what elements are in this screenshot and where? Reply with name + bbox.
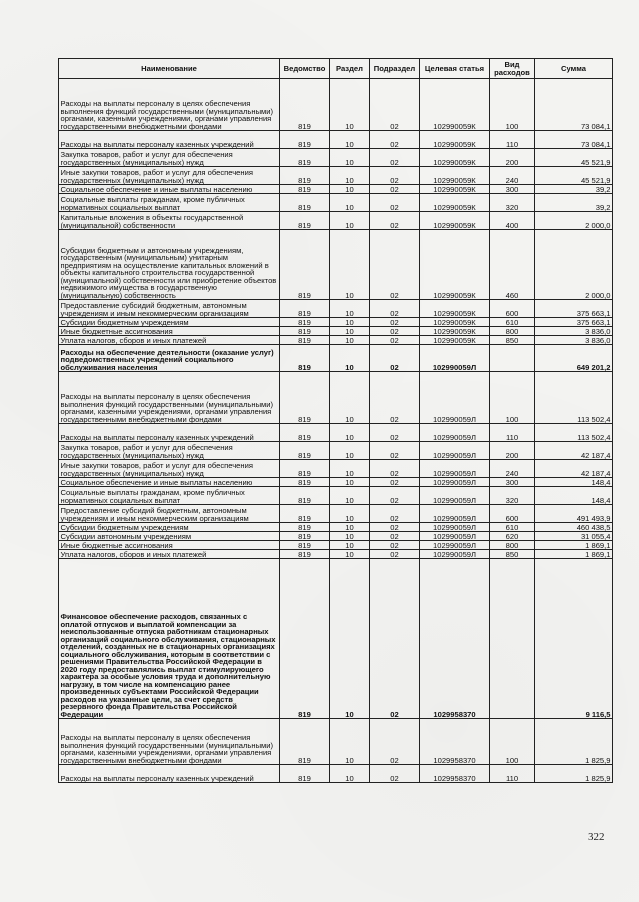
cell-summa: 2 000,0 (535, 212, 613, 230)
cell-vid-raskhodov: 610 (490, 523, 535, 532)
cell-vid-raskhodov: 240 (490, 460, 535, 478)
cell-vid-raskhodov: 850 (490, 550, 535, 559)
cell-razdel: 10 (330, 300, 370, 318)
cell-vedomstvo: 819 (280, 185, 330, 194)
cell-tselevaya-statya: 102990059К (420, 327, 490, 336)
cell-summa: 3 836,0 (535, 327, 613, 336)
cell-summa: 1 825,9 (535, 765, 613, 783)
cell-summa: 148,4 (535, 487, 613, 505)
cell-vid-raskhodov: 800 (490, 327, 535, 336)
cell-vid-raskhodov (490, 559, 535, 719)
cell-name: Уплата налогов, сборов и иных платежей (59, 550, 280, 559)
table-row (59, 460, 613, 478)
cell-tselevaya-statya: 102990059Л (420, 505, 490, 523)
cell-name: Социальное обеспечение и иные выплаты населению (59, 185, 280, 194)
cell-vid-raskhodov: 100 (490, 79, 535, 131)
cell-razdel: 10 (330, 185, 370, 194)
cell-vedomstvo: 819 (280, 318, 330, 327)
cell-vid-raskhodov: 600 (490, 505, 535, 523)
table-header-row (59, 59, 613, 79)
cell-vid-raskhodov: 110 (490, 131, 535, 149)
cell-vedomstvo: 819 (280, 460, 330, 478)
cell-name: Капитальные вложения в объекты государственной (муниципальной) собственности (59, 212, 280, 230)
cell-name: Предоставление субсидий бюджетным, автономным учреждениям и иным некоммерческим организациям (59, 300, 280, 318)
table-row (59, 345, 613, 372)
cell-name: Финансовое обеспечение расходов, связанных с оплатой отпусков и выплатой компенсации за неиспользованные отпуска работникам стационарных организаций социального обслуживания, стационарных отделений, созданных не в стационарных организациях социального обслуживания, которым в соответствии с решениями Правительства Российской Федерации в 2020 году предоставлялись выплат стимулирующего характера за особые условия труда и дополнительную нагрузку, в том числе на компенсацию ранее произведенных субъектами Российской Федерации расходов на указанные цели, за счет средств резервного фонда Правительства Российской Федерации (59, 559, 280, 719)
cell-vid-raskhodov: 110 (490, 765, 535, 783)
cell-vid-raskhodov: 300 (490, 185, 535, 194)
cell-vedomstvo: 819 (280, 559, 330, 719)
header-razdel: Раздел (330, 59, 370, 79)
cell-vid-raskhodov: 800 (490, 541, 535, 550)
cell-tselevaya-statya: 102990059Л (420, 550, 490, 559)
cell-vedomstvo: 819 (280, 194, 330, 212)
cell-vedomstvo: 819 (280, 505, 330, 523)
cell-razdel: 10 (330, 719, 370, 765)
cell-razdel: 10 (330, 336, 370, 345)
cell-tselevaya-statya: 1029958370 (420, 765, 490, 783)
cell-tselevaya-statya: 102990059Л (420, 424, 490, 442)
cell-tselevaya-statya: 102990059К (420, 149, 490, 167)
cell-tselevaya-statya: 102990059Л (420, 460, 490, 478)
cell-vid-raskhodov: 100 (490, 719, 535, 765)
cell-tselevaya-statya: 102990059К (420, 300, 490, 318)
cell-vedomstvo: 819 (280, 487, 330, 505)
cell-podrazdel: 02 (370, 79, 420, 131)
cell-podrazdel: 02 (370, 532, 420, 541)
cell-name: Предоставление субсидий бюджетным, автономным учреждениям и иным некоммерческим организациям (59, 505, 280, 523)
cell-razdel: 10 (330, 131, 370, 149)
cell-vedomstvo: 819 (280, 336, 330, 345)
table-row (59, 194, 613, 212)
cell-vedomstvo: 819 (280, 345, 330, 372)
table-row (59, 523, 613, 532)
cell-name: Социальное обеспечение и иные выплаты населению (59, 478, 280, 487)
cell-vid-raskhodov: 320 (490, 487, 535, 505)
cell-podrazdel: 02 (370, 185, 420, 194)
cell-vedomstvo: 819 (280, 478, 330, 487)
table-row (59, 79, 613, 131)
cell-razdel: 10 (330, 230, 370, 300)
cell-podrazdel: 02 (370, 424, 420, 442)
cell-tselevaya-statya: 102990059К (420, 212, 490, 230)
cell-podrazdel: 02 (370, 442, 420, 460)
cell-vedomstvo: 819 (280, 131, 330, 149)
cell-podrazdel: 02 (370, 212, 420, 230)
cell-vedomstvo: 819 (280, 300, 330, 318)
cell-vid-raskhodov: 110 (490, 424, 535, 442)
cell-name: Расходы на обеспечение деятельности (оказание услуг) подведомственных учреждений социального обслуживания населения (59, 345, 280, 372)
cell-tselevaya-statya: 102990059Л (420, 532, 490, 541)
table-row (59, 327, 613, 336)
cell-razdel: 10 (330, 149, 370, 167)
cell-razdel: 10 (330, 442, 370, 460)
cell-summa: 45 521,9 (535, 167, 613, 185)
cell-razdel: 10 (330, 541, 370, 550)
cell-name: Расходы на выплаты персоналу в целях обеспечения выполнения функций государственными (муниципальными) органами, казенными учреждениями, органами управления государственными внебюджетными фондами (59, 719, 280, 765)
cell-name: Расходы на выплаты персоналу казенных учреждений (59, 424, 280, 442)
cell-name: Субсидии бюджетным учреждениям (59, 523, 280, 532)
cell-vid-raskhodov (490, 345, 535, 372)
cell-razdel: 10 (330, 487, 370, 505)
cell-summa: 3 836,0 (535, 336, 613, 345)
header-vid-raskhodov: Вид расходов (490, 59, 535, 79)
cell-vedomstvo: 819 (280, 372, 330, 424)
cell-summa: 73 084,1 (535, 79, 613, 131)
cell-vid-raskhodov: 460 (490, 230, 535, 300)
table-row (59, 318, 613, 327)
cell-razdel: 10 (330, 327, 370, 336)
cell-tselevaya-statya: 102990059Л (420, 345, 490, 372)
table-row (59, 532, 613, 541)
cell-summa: 1 869,1 (535, 550, 613, 559)
cell-tselevaya-statya: 102990059Л (420, 442, 490, 460)
cell-summa: 2 000,0 (535, 230, 613, 300)
cell-razdel: 10 (330, 318, 370, 327)
cell-podrazdel: 02 (370, 478, 420, 487)
cell-summa: 31 055,4 (535, 532, 613, 541)
cell-vedomstvo: 819 (280, 149, 330, 167)
cell-tselevaya-statya: 102990059Л (420, 487, 490, 505)
table-row (59, 550, 613, 559)
cell-razdel: 10 (330, 372, 370, 424)
cell-podrazdel: 02 (370, 487, 420, 505)
cell-vedomstvo: 819 (280, 212, 330, 230)
cell-podrazdel: 02 (370, 318, 420, 327)
cell-vedomstvo: 819 (280, 230, 330, 300)
cell-podrazdel: 02 (370, 327, 420, 336)
cell-summa: 375 663,1 (535, 318, 613, 327)
cell-podrazdel: 02 (370, 345, 420, 372)
cell-name: Закупка товаров, работ и услуг для обеспечения государственных (муниципальных) нужд (59, 442, 280, 460)
cell-tselevaya-statya: 102990059К (420, 185, 490, 194)
cell-name: Иные закупки товаров, работ и услуг для обеспечения государственных (муниципальных) нужд (59, 460, 280, 478)
cell-vedomstvo: 819 (280, 532, 330, 541)
table-row (59, 372, 613, 424)
cell-summa: 148,4 (535, 478, 613, 487)
cell-tselevaya-statya: 102990059К (420, 79, 490, 131)
cell-summa: 9 116,5 (535, 559, 613, 719)
table-row (59, 559, 613, 719)
header-summa: Сумма (535, 59, 613, 79)
cell-name: Социальные выплаты гражданам, кроме публичных нормативных социальных выплат (59, 487, 280, 505)
cell-tselevaya-statya: 1029958370 (420, 559, 490, 719)
cell-vid-raskhodov: 620 (490, 532, 535, 541)
cell-podrazdel: 02 (370, 194, 420, 212)
cell-podrazdel: 02 (370, 149, 420, 167)
table-row (59, 505, 613, 523)
cell-name: Субсидии бюджетным и автономным учреждениям, государственным (муниципальным) унитарным предприятиям на осуществление капитальных вложений в объекты капитального строительства государственной (муниципальной) собственности или приобретение объектов недвижимого имущества в государственную (муниципальную) собственность (59, 230, 280, 300)
cell-podrazdel: 02 (370, 460, 420, 478)
cell-vedomstvo: 819 (280, 79, 330, 131)
cell-tselevaya-statya: 102990059Л (420, 478, 490, 487)
table-row (59, 478, 613, 487)
table-row (59, 424, 613, 442)
cell-podrazdel: 02 (370, 372, 420, 424)
cell-tselevaya-statya: 102990059К (420, 194, 490, 212)
cell-vedomstvo: 819 (280, 550, 330, 559)
header-name: Наименование (59, 59, 280, 79)
table-row (59, 541, 613, 550)
cell-vid-raskhodov: 320 (490, 194, 535, 212)
cell-vid-raskhodov: 240 (490, 167, 535, 185)
cell-summa: 42 187,4 (535, 460, 613, 478)
table-row (59, 336, 613, 345)
cell-podrazdel: 02 (370, 523, 420, 532)
table-row (59, 131, 613, 149)
cell-tselevaya-statya: 102990059К (420, 131, 490, 149)
table-row (59, 442, 613, 460)
cell-razdel: 10 (330, 194, 370, 212)
table-body (59, 79, 613, 783)
cell-vid-raskhodov: 610 (490, 318, 535, 327)
cell-vedomstvo: 819 (280, 442, 330, 460)
table-row (59, 765, 613, 783)
cell-name: Закупка товаров, работ и услуг для обеспечения государственных (муниципальных) нужд (59, 149, 280, 167)
cell-razdel: 10 (330, 460, 370, 478)
cell-vid-raskhodov: 400 (490, 212, 535, 230)
cell-vedomstvo: 819 (280, 327, 330, 336)
cell-tselevaya-statya: 102990059К (420, 167, 490, 185)
cell-razdel: 10 (330, 523, 370, 532)
cell-vid-raskhodov: 850 (490, 336, 535, 345)
cell-name: Социальные выплаты гражданам, кроме публичных нормативных социальных выплат (59, 194, 280, 212)
cell-razdel: 10 (330, 424, 370, 442)
cell-vid-raskhodov: 200 (490, 442, 535, 460)
cell-podrazdel: 02 (370, 505, 420, 523)
cell-podrazdel: 02 (370, 559, 420, 719)
cell-tselevaya-statya: 102990059К (420, 336, 490, 345)
cell-vedomstvo: 819 (280, 719, 330, 765)
cell-vid-raskhodov: 200 (490, 149, 535, 167)
page-number: 322 (588, 831, 605, 843)
cell-razdel: 10 (330, 79, 370, 131)
cell-name: Иные бюджетные ассигнования (59, 327, 280, 336)
table-row (59, 149, 613, 167)
cell-name: Расходы на выплаты персоналу казенных учреждений (59, 131, 280, 149)
cell-podrazdel: 02 (370, 550, 420, 559)
cell-vid-raskhodov: 100 (490, 372, 535, 424)
cell-summa: 113 502,4 (535, 424, 613, 442)
cell-razdel: 10 (330, 505, 370, 523)
cell-tselevaya-statya: 102990059Л (420, 541, 490, 550)
cell-razdel: 10 (330, 559, 370, 719)
cell-vedomstvo: 819 (280, 167, 330, 185)
cell-summa: 39,2 (535, 185, 613, 194)
cell-podrazdel: 02 (370, 719, 420, 765)
cell-razdel: 10 (330, 550, 370, 559)
header-podrazdel: Подраздел (370, 59, 420, 79)
table-row (59, 487, 613, 505)
cell-summa: 73 084,1 (535, 131, 613, 149)
cell-summa: 113 502,4 (535, 372, 613, 424)
cell-podrazdel: 02 (370, 230, 420, 300)
cell-razdel: 10 (330, 532, 370, 541)
cell-tselevaya-statya: 102990059К (420, 318, 490, 327)
cell-name: Расходы на выплаты персоналу казенных учреждений (59, 765, 280, 783)
budget-table (58, 58, 613, 783)
cell-vedomstvo: 819 (280, 424, 330, 442)
cell-summa: 1 869,1 (535, 541, 613, 550)
cell-name: Уплата налогов, сборов и иных платежей (59, 336, 280, 345)
cell-razdel: 10 (330, 345, 370, 372)
cell-razdel: 10 (330, 478, 370, 487)
cell-razdel: 10 (330, 167, 370, 185)
cell-summa: 460 438,5 (535, 523, 613, 532)
cell-razdel: 10 (330, 765, 370, 783)
cell-tselevaya-statya: 1029958370 (420, 719, 490, 765)
cell-vid-raskhodov: 300 (490, 478, 535, 487)
header-vedomstvo: Ведомство (280, 59, 330, 79)
cell-razdel: 10 (330, 212, 370, 230)
cell-vedomstvo: 819 (280, 765, 330, 783)
cell-name: Иные бюджетные ассигнования (59, 541, 280, 550)
cell-vid-raskhodov: 600 (490, 300, 535, 318)
table-row (59, 230, 613, 300)
cell-summa: 1 825,9 (535, 719, 613, 765)
cell-tselevaya-statya: 102990059Л (420, 523, 490, 532)
table-row (59, 185, 613, 194)
cell-tselevaya-statya: 102990059Л (420, 372, 490, 424)
cell-podrazdel: 02 (370, 131, 420, 149)
cell-name: Расходы на выплаты персоналу в целях обеспечения выполнения функций государственными (муниципальными) органами, казенными учреждениями, органами управления государственными внебюджетными фондами (59, 79, 280, 131)
cell-summa: 649 201,2 (535, 345, 613, 372)
cell-name: Расходы на выплаты персоналу в целях обеспечения выполнения функций государственными (муниципальными) органами, казенными учреждениями, органами управления государственными внебюджетными фондами (59, 372, 280, 424)
cell-podrazdel: 02 (370, 300, 420, 318)
cell-vedomstvo: 819 (280, 541, 330, 550)
cell-vedomstvo: 819 (280, 523, 330, 532)
cell-name: Субсидии бюджетным учреждениям (59, 318, 280, 327)
cell-podrazdel: 02 (370, 336, 420, 345)
cell-podrazdel: 02 (370, 541, 420, 550)
cell-podrazdel: 02 (370, 765, 420, 783)
cell-name: Субсидии автономным учреждениям (59, 532, 280, 541)
table-row (59, 719, 613, 765)
cell-summa: 42 187,4 (535, 442, 613, 460)
cell-podrazdel: 02 (370, 167, 420, 185)
cell-summa: 45 521,9 (535, 149, 613, 167)
cell-tselevaya-statya: 102990059К (420, 230, 490, 300)
table-row (59, 212, 613, 230)
header-tselevaya-statya: Целевая статья (420, 59, 490, 79)
cell-name: Иные закупки товаров, работ и услуг для обеспечения государственных (муниципальных) нужд (59, 167, 280, 185)
cell-summa: 491 493,9 (535, 505, 613, 523)
table-row (59, 167, 613, 185)
table-row (59, 300, 613, 318)
cell-summa: 39,2 (535, 194, 613, 212)
cell-summa: 375 663,1 (535, 300, 613, 318)
